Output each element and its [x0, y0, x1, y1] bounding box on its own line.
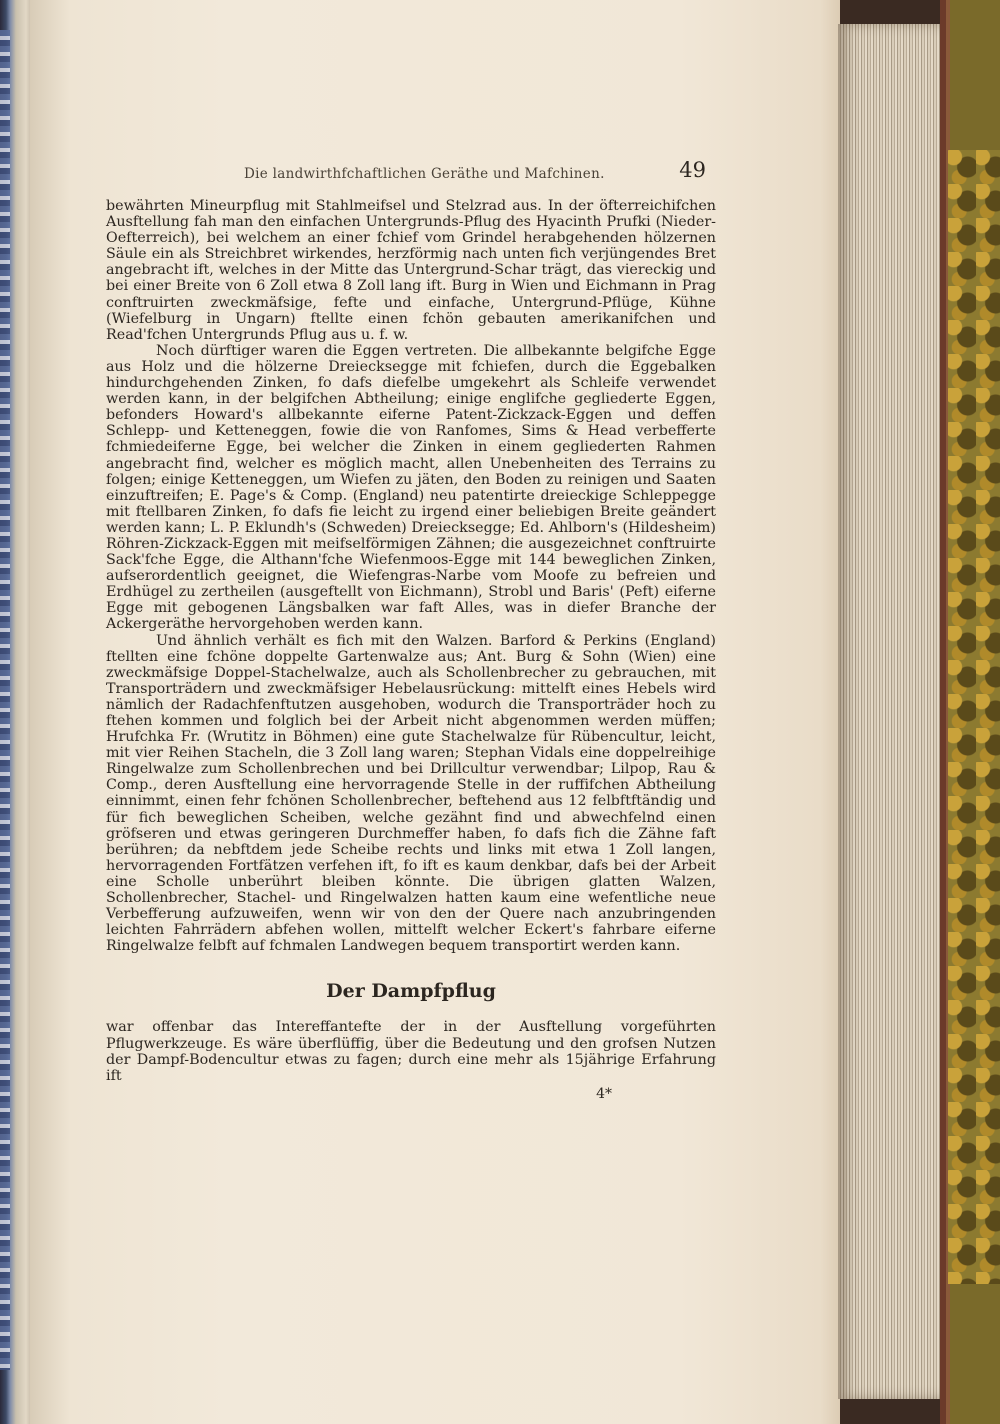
signature-mark: 4* — [596, 1085, 612, 1102]
previous-page-edge — [0, 0, 30, 1424]
section-heading: Der Dampfpflug — [326, 980, 496, 1003]
page-block-edges — [838, 24, 948, 1399]
page-number: 49 — [679, 158, 706, 182]
paragraph-steam-plough: war offenbar das Intereffantefte der in der Ausftellung vorgeführten Pflugwerkzeuge. Es wäre überflüffig, über die Bedeutung und den grofsen Nutzen der Dampf-Bodencultur etwas zu fagen; durch eine mehr als 15jährige Erfahrung ift — [106, 1019, 716, 1084]
text-block — [106, 158, 716, 1102]
paragraph-rollers: Und ähnlich verhält es fich mit den Walzen. Barford & Perkins (England) ftellten eine fchöne doppelte Gartenwalze aus; Ant. Burg & Sohn (Wien) eine zweckmäfsige Doppel-Stachelwalze, auch als Schollenbrecher zu gebrauchen, mit Transporträdern und zweckmäfsiger Hebelausrückung: mittelft eines Hebels wird nämlich der Radachfenftutzen ausgehoben, wodurch die Transporträder hoch zu ftehen kommen und folglich bei der Arbeit nicht abgenommen werden müffen; Hrufchka Fr. (Wrutitz in Böhmen) eine gute Stachelwalze für Rübencultur, leicht, mit vier Reihen Stacheln, die 3 Zoll lang waren; Stephan Vidals eine doppelreihige Ringelwalze zum Schollenbrechen und bei Drillcultur verwendbar; Lilpop, Rau & Comp., deren Ausftellung eine hervorragende Stelle in der ruffifchen Abtheilung einnimmt, einen fehr fchönen Schollenbrecher, beftehend aus 12 felbftftändig und für fich beweglichen Scheiben, welche gezähnt find und abwechfelnd einen gröfseren und etwas geringeren Durchmeffer haben, fo dafs fich die Zähne faft berühren; da nebftdem jede Scheibe rechts und links mit etwa 1 Zoll langen, hervorragenden Fortfätzen verfehen ift, fo ift es kaum denkbar, dafs bei der Arbeit eine Scholle unberührt bleiben könnte. Die übrigen glatten Walzen, Schollenbrecher, Stachel- und Ringelwalzen hatten kaum eine wefentliche neue Verbefferung aufzuweifen, wenn wir von den der Quere nach anzubringenden leichten Fahrrädern abfehen wollen, mittelft welcher Eckert's fahrbare eiferne Ringelwalze felbft auf fchmalen Landwegen bequem transportirt werden kann. — [106, 632, 716, 955]
marbled-cover-edge — [940, 0, 1000, 1424]
paragraph-subsoil-ploughs: bewährten Mineurpflug mit Stahlmeifsel und Stelzrad aus. In der öfterreichifchen Ausftellung fah man den einfachen Untergrunds-Pflug des Hyacinth Prufki (Nieder-Oefterreich), bei welchem an einer fchief vom Grindel herabgehenden hölzernen Säule ein als Streichbret wirkendes, herzförmig nach unten fich verjüngendes Bret angebracht ift, welches in der Mitte das Untergrund-Schar trägt, das viereckig und bei einer Breite von 6 Zoll etwa 8 Zoll lang ift. Burg in Wien und Eichmann in Prag conftruirten zweckmäfsige, fefte und einfache, Untergrund-Pflüge, Kühne (Wiefelburg in Ungarn) ftellte einen fchön gebauten amerikanifchen und Read'fchen Untergrunds Pflug aus u. f. w. — [106, 198, 716, 343]
running-head — [106, 158, 716, 198]
paragraph-harrows: Noch dürftiger waren die Eggen vertreten. Die allbekannte belgifche Egge aus Holz und die hölzerne Dreiecksegge mit fchiefen, durch die Eggebalken hindurchgehenden Zinken, fo dafs diefelbe umgekehrt als Schleife verwendet werden kann, in der belgifchen Abtheilung; einige englifche gegliederte Eggen, befonders Howard's allbekannte eiferne Patent-Zickzack-Eggen und deffen Schlepp- und Ketteneggen, fowie die von Ranfomes, Sims & Head verbefferte fchmiedeiferne Egge, bei welcher die Zinken in einem gegliederten Rahmen angebracht find, welcher es möglich macht, allen Unebenheiten des Terrains zu folgen; einige Ketteneggen, um Wiefen zu jäten, den Boden zu reinigen und Saaten einzuftreifen; E. Page's & Comp. (England) neu patentirte dreieckige Schleppegge mit ftellbaren Zinken, fo dafs fie leicht zu irgend einer beliebigen Breite geändert werden kann; L. P. Eklundh's (Schweden) Dreiecksegge; Ed. Ahlborn's (Hildesheim) Röhren-Zickzack-Eggen mit meifselförmigen Zähnen; die ausgezeichnet conftruirte Sack'fche Egge, die Althann'fche Wiefenmoos-Egge mit 144 beweglichen Zinken, aufserordentlich geeignet, die Wiefengras-Narbe vom Moofe zu befreien und Erdhügel zu zertheilen (ausgeftellt von Eichmann), Strobl und Baris' (Peft) eiferne Egge mit gebogenen Längsbalken war faft Alles, was in diefer Branche der Ackergeräthe hervorgehoben werden kann. — [106, 342, 716, 633]
header-title: Die landwirthfchaftlichen Geräthe und Mafchinen. — [244, 166, 605, 182]
